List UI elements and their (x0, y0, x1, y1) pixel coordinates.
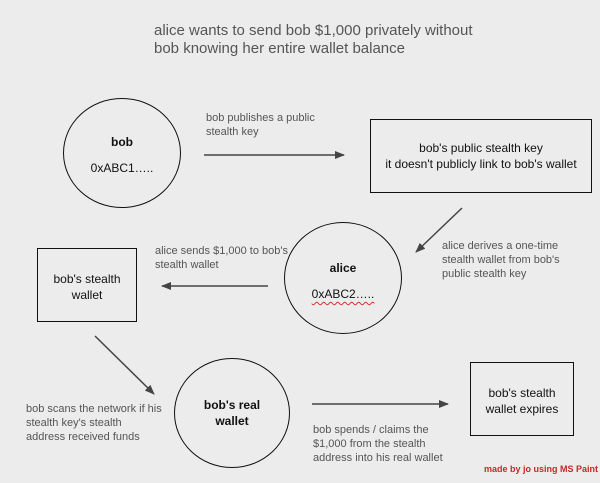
public-stealth-key-box (370, 119, 592, 193)
credit-text: made by jo using MS Paint (484, 464, 599, 474)
bob-node (63, 98, 181, 208)
stealth-wallet-line-1: bob's stealth (53, 272, 121, 286)
note-derive (442, 239, 560, 281)
note-send-line: alice sends $1,000 to bob's (155, 245, 288, 257)
alice-address: 0xABC2….. (311, 287, 375, 301)
real-wallet-line-1: bob's real (203, 398, 261, 412)
note-publish (206, 111, 315, 139)
note-spend-line: $1,000 from the stealth (313, 438, 426, 450)
note-scan-line: address received funds (26, 431, 140, 443)
note-derive-line: public stealth key (442, 268, 527, 280)
arrow-stealth-to-real (95, 336, 154, 394)
real-wallet-line-2: wallet (215, 414, 249, 428)
note-derive-line: alice derives a one-time (442, 240, 559, 252)
expires-line-1: bob's stealth (488, 386, 556, 400)
note-spend (313, 423, 443, 465)
alice-node (284, 222, 402, 334)
public-key-line-2: it doesn't publicly link to bob's wallet (385, 157, 577, 171)
title-line-1: alice wants to send bob $1,000 privately without (154, 22, 473, 39)
bob-address: 0xABC1….. (90, 161, 154, 175)
stealth-wallet-expires-box (470, 362, 574, 436)
note-spend-line: address into his real wallet (313, 452, 443, 464)
note-spend-line: bob spends / claims the (313, 424, 429, 436)
note-derive-line: stealth wallet from bob's (442, 254, 560, 266)
stealth-wallet-box (37, 248, 137, 322)
bob-name: bob (111, 135, 133, 149)
expires-line-2: wallet expires (485, 402, 559, 416)
note-send (155, 244, 288, 272)
title-line-2: bob knowing her entire wallet balance (154, 40, 405, 57)
public-key-line-1: bob's public stealth key (419, 141, 543, 155)
alice-name: alice (329, 261, 357, 275)
note-scan-line: stealth key's stealth (26, 417, 122, 429)
note-publish-line: stealth key (206, 126, 259, 138)
note-scan (26, 402, 162, 444)
note-send-line: stealth wallet (155, 259, 219, 271)
stealth-wallet-line-2: wallet (71, 288, 103, 302)
note-scan-line: bob scans the network if his (26, 403, 162, 415)
note-publish-line: bob publishes a public (206, 112, 315, 124)
real-wallet-node (174, 358, 290, 468)
